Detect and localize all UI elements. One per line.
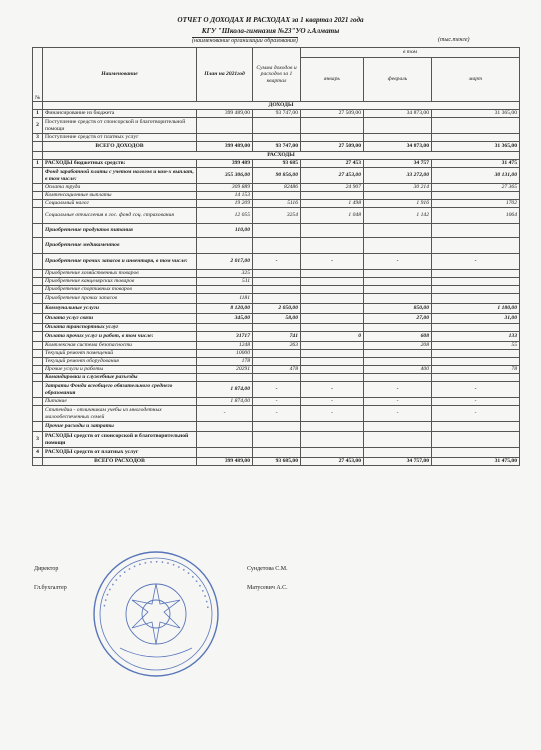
table-row [33,304,520,314]
row-name: Командировки и служебные разъезды [43,374,197,382]
row-sum-value: 90 856,00 [253,168,301,184]
row-sum-value: 478 [253,366,301,374]
row-mar-value [432,134,520,142]
row-sum-value [253,134,301,142]
section-income-label: ДОХОДЫ [43,102,520,110]
row-feb-value: - [364,382,432,398]
col-plan-header: План на 2021год [197,48,253,102]
row-name: Фонд заработной платы с учетом налогов и ком-х выплат, в том числе: [43,168,197,184]
row-mar-value [432,350,520,358]
table-row [33,110,520,118]
row-feb-value [364,224,432,238]
row-number: 4 [33,448,43,458]
svg-text:• • • • • • • • • • • • • • •: • • • • • • • • • • • • • • • • • • • • • • • • • • • [101,558,211,610]
row-plan-value: 511 [197,278,253,286]
row-jan-value [301,448,364,458]
row-mar-value: 1 180,00 [432,304,520,314]
row-name: Социальные отчисления в гос. фонд соц. страхования [43,208,197,224]
table-row [33,432,520,448]
table-row [33,286,520,294]
row-plan-value: 1181 [197,294,253,304]
table-row [33,332,520,342]
row-name: Затраты Фонда всеобщего обязательного среднего образования [43,382,197,398]
row-jan-value [301,350,364,358]
row-number [33,286,43,294]
row-name: ВСЕГО РАСХОДОВ [43,458,197,466]
row-number [33,314,43,324]
row-name: Оплата прочих услуг и работ, в том числе: [43,332,197,342]
row-plan-value: - [197,406,253,422]
row-number [33,254,43,270]
row-jan-value [301,432,364,448]
table-row [33,294,520,304]
row-sum-value [253,192,301,200]
row-sum-value [253,422,301,432]
col-name-header: Наименование [43,48,197,102]
row-mar-value [432,118,520,134]
row-mar-value [432,448,520,458]
row-name: РАСХОДЫ средств от платных услуг [43,448,197,458]
table-row [33,238,520,254]
row-number [33,238,43,254]
row-number [33,294,43,304]
table-row [33,270,520,278]
row-sum-value [253,286,301,294]
col-sum-header: Сумма доходов и расходов за 1 квартал [253,48,301,102]
row-jan-value: 27 453,00 [301,168,364,184]
row-name: РАСХОДЫ средств от спонсорской и благотворительной помощи [43,432,197,448]
table-row [33,192,520,200]
official-seal [90,548,222,680]
table-row [33,324,520,332]
row-plan-value [197,134,253,142]
row-plan-value: 325 [197,270,253,278]
table-row [33,168,520,184]
row-feb-value [364,324,432,332]
table-row [33,382,520,398]
row-plan-value: 1 874,00 [197,398,253,406]
row-mar-value: 78 [432,366,520,374]
row-feb-value [364,374,432,382]
row-sum-value: 5116 [253,200,301,208]
row-feb-value: 30 214 [364,184,432,192]
row-feb-value [364,422,432,432]
row-jan-value: 1 498 [301,200,364,208]
organization-caption: (наименование организации образования) [192,38,298,44]
row-jan-value: 1 048 [301,208,364,224]
col-no-header: № [33,48,43,102]
row-sum-value: - [253,382,301,398]
row-number [33,422,43,432]
row-number: 1 [33,110,43,118]
row-feb-value: 1 142 [364,208,432,224]
row-number: 3 [33,432,43,448]
row-jan-value [301,294,364,304]
row-feb-value: 850,00 [364,304,432,314]
row-mar-value [432,270,520,278]
row-sum-value [253,224,301,238]
row-jan-value [301,304,364,314]
row-name: Приобретение продуктов питания [43,224,197,238]
row-sum-value: 93 685,00 [253,458,301,466]
row-feb-value [364,294,432,304]
row-jan-value: 0 [301,332,364,342]
row-jan-value: - [301,254,364,270]
row-name: Поступление средств от спонсорской и благотворительной помощи [43,118,197,134]
row-name: Приобретение канцелярских товаров [43,278,197,286]
row-feb-value: 400 [364,366,432,374]
row-jan-value: - [301,398,364,406]
row-feb-value: 33 272,00 [364,168,432,184]
col-feb-header: февраль [364,58,432,102]
row-mar-value [432,278,520,286]
row-sum-value: 2 050,00 [253,304,301,314]
row-mar-value: - [432,254,520,270]
row-mar-value [432,422,520,432]
row-jan-value [301,286,364,294]
row-jan-value [301,238,364,254]
row-name: Стипендии - отличникам учебы из многодетных малообеспеченных семей [43,406,197,422]
row-mar-value: 55 [432,342,520,350]
row-feb-value: 1 916 [364,200,432,208]
row-jan-value [301,278,364,286]
row-number: 3 [33,134,43,142]
row-plan-value: 31717 [197,332,253,342]
table-row [33,366,520,374]
accountant-name: Матусевич А.С. [247,585,288,591]
row-mar-value: 30 131,00 [432,168,520,184]
row-feb-value: - [364,254,432,270]
table-row [33,374,520,382]
director-name: Сундетова С.М. [247,566,288,572]
row-jan-value: - [301,382,364,398]
row-name: Питание [43,398,197,406]
row-sum-value [253,270,301,278]
row-name: Коммунальные услуги [43,304,197,314]
row-number [33,366,43,374]
row-jan-value [301,314,364,324]
table-row [33,458,520,466]
row-number [33,342,43,350]
col-jan-header: январь [301,58,364,102]
row-plan-value: 110,00 [197,224,253,238]
row-sum-value: 58,00 [253,314,301,324]
row-feb-value [364,270,432,278]
col-group-header: в том [301,48,520,58]
row-number [33,358,43,366]
row-number [33,192,43,200]
row-sum-value: - [253,406,301,422]
row-mar-value: - [432,398,520,406]
row-sum-value [253,324,301,332]
row-sum-value: 741 [253,332,301,342]
row-number [33,374,43,382]
row-number [33,458,43,466]
row-name: РАСХОДЫ бюджетных средств: [43,160,197,168]
row-plan-value: 309 889 [197,184,253,192]
row-plan-value [197,324,253,332]
row-plan-value: 399 489,00 [197,110,253,118]
row-name: Оплата услуг связи [43,314,197,324]
row-number [33,350,43,358]
row-jan-value [301,342,364,350]
row-plan-value: 1248 [197,342,253,350]
table-row [33,422,520,432]
row-number [33,278,43,286]
row-sum-value: 263 [253,342,301,350]
row-name: Комплексная система безопасности [43,342,197,350]
row-feb-value: - [364,398,432,406]
row-number [33,304,43,314]
row-mar-value: - [432,406,520,422]
row-feb-value [364,192,432,200]
row-sum-value: 93 747,00 [253,142,301,152]
row-jan-value: 24 907 [301,184,364,192]
row-sum-value: - [253,398,301,406]
row-jan-value [301,422,364,432]
row-jan-value [301,374,364,382]
director-label: Директор [34,566,59,572]
row-number [33,332,43,342]
row-number [33,184,43,192]
row-feb-value: - [364,406,432,422]
row-plan-value: 14 153 [197,192,253,200]
row-name: Приобретение хозяйственных товаров [43,270,197,278]
header-row-top [33,48,520,58]
table-row [33,350,520,358]
table-row [33,208,520,224]
row-name: Приобретение прочих запасов [43,294,197,304]
table-row [33,254,520,270]
row-jan-value [301,270,364,278]
row-mar-value: 31 365,00 [432,142,520,152]
accountant-label: Гл.бухгалтер [34,585,67,591]
row-name: Поступление средств от платных услуг [43,134,197,142]
row-plan-value: 8 120,00 [197,304,253,314]
row-sum-value [253,278,301,286]
row-plan-value: 399 489,00 [197,142,253,152]
row-jan-value [301,366,364,374]
row-mar-value [432,324,520,332]
table-row [33,398,520,406]
row-plan-value: 12 055 [197,208,253,224]
row-feb-value [364,432,432,448]
row-jan-value [301,224,364,238]
row-sum-value [253,432,301,448]
table-row [33,142,520,152]
row-number [33,270,43,278]
row-mar-value: 31 365,00 [432,110,520,118]
table-row [33,134,520,142]
row-plan-value: 2 017,00 [197,254,253,270]
row-feb-value: 208 [364,342,432,350]
table-row [33,224,520,238]
row-mar-value [432,432,520,448]
row-plan-value [197,422,253,432]
row-plan-value: 20291 [197,366,253,374]
table-row [33,200,520,208]
row-jan-value: 27 453,00 [301,458,364,466]
row-mar-value: 27 365 [432,184,520,192]
row-sum-value: 93 685 [253,160,301,168]
row-feb-value [364,448,432,458]
row-name: Оплата труда [43,184,197,192]
row-jan-value [301,192,364,200]
row-number: 2 [33,118,43,134]
row-name: Компенсационные выплаты [43,192,197,200]
row-mar-value: 31 475 [432,160,520,168]
row-plan-value [197,118,253,134]
row-jan-value [301,118,364,134]
row-feb-value: 34 873,00 [364,110,432,118]
row-plan-value: 19 209 [197,200,253,208]
row-sum-value: 82486 [253,184,301,192]
row-jan-value [301,358,364,366]
row-sum-value: - [253,254,301,270]
row-number [33,224,43,238]
units-caption: (тыс.тенге) [438,37,470,43]
row-mar-value [432,286,520,294]
row-number: 1 [33,160,43,168]
row-feb-value [364,278,432,286]
row-number [33,382,43,398]
section-expenses-label: РАСХОДЫ [43,152,520,160]
organization-title: КГУ "Школа-гимназия №23"УО г.Алматы [201,27,340,35]
row-plan-value: 345,00 [197,314,253,324]
row-number [33,142,43,152]
row-plan-value [197,374,253,382]
row-sum-value [253,294,301,304]
report-title: ОТЧЕТ О ДОХОДАХ И РАСХОДАХ за 1 квартал 2021 года [177,16,364,24]
row-jan-value: 27 509,00 [301,142,364,152]
row-feb-value [364,238,432,254]
row-sum-value [253,238,301,254]
row-name: Финансирование из бюджета [43,110,197,118]
row-name: Социальный налог [43,200,197,208]
row-sum-value [253,448,301,458]
row-feb-value: 27,00 [364,314,432,324]
row-jan-value [301,324,364,332]
row-feb-value: 34 757 [364,160,432,168]
row-plan-value: 178 [197,358,253,366]
row-mar-value: 1064 [432,208,520,224]
row-number [33,168,43,184]
row-plan-value: 355 306,00 [197,168,253,184]
table-row [33,358,520,366]
row-sum-value [253,358,301,366]
table-row [33,406,520,422]
row-number [33,200,43,208]
row-mar-value: 133 [432,332,520,342]
row-mar-value [432,374,520,382]
row-mar-value [432,238,520,254]
row-feb-value [364,134,432,142]
row-sum-value: 93 747,00 [253,110,301,118]
table-row [33,314,520,324]
row-sum-value [253,350,301,358]
row-mar-value [432,224,520,238]
row-number [33,406,43,422]
row-number [33,208,43,224]
row-mar-value [432,358,520,366]
row-feb-value: 34 757,00 [364,458,432,466]
row-name: Приобретение спортивных товаров [43,286,197,294]
row-name: Текущий ремонт помещений [43,350,197,358]
row-jan-value: 27 509,00 [301,110,364,118]
row-plan-value: 1 874,00 [197,382,253,398]
row-plan-value: 10000 [197,350,253,358]
section-expenses [33,152,520,160]
row-name: Текущий ремонт оборудования [43,358,197,366]
row-sum-value [253,374,301,382]
table-row [33,342,520,350]
row-mar-value: 31 475,00 [432,458,520,466]
row-feb-value: 608 [364,332,432,342]
row-jan-value: 27 453 [301,160,364,168]
row-plan-value: 399 489,00 [197,458,253,466]
row-plan-value [197,432,253,448]
row-name: Приобретение прочих запасов и инвентаря, в том числе: [43,254,197,270]
row-sum-value [253,118,301,134]
row-mar-value: - [432,382,520,398]
row-number [33,398,43,406]
col-mar-header: март [432,58,520,102]
table-row [33,184,520,192]
row-plan-value [197,448,253,458]
row-mar-value: 1702 [432,200,520,208]
row-feb-value: 34 873,00 [364,142,432,152]
row-name: Приобретение медикаментов [43,238,197,254]
table-row [33,160,520,168]
row-name: Оплата транспортных услуг [43,324,197,332]
row-jan-value: - [301,406,364,422]
row-plan-value [197,238,253,254]
row-number [33,324,43,332]
table-row [33,278,520,286]
row-mar-value [432,294,520,304]
table-row [33,118,520,134]
row-plan-value: 399 489 [197,160,253,168]
row-name: Прочие услуги и работы [43,366,197,374]
row-mar-value: 31,00 [432,314,520,324]
row-plan-value [197,286,253,294]
report-table [32,47,520,466]
row-feb-value [364,350,432,358]
row-name: Прочие расходы и затраты [43,422,197,432]
row-name: ВСЕГО ДОХОДОВ [43,142,197,152]
section-income [33,102,520,110]
row-feb-value [364,286,432,294]
row-feb-value [364,358,432,366]
row-sum-value: 3254 [253,208,301,224]
row-feb-value [364,118,432,134]
table-row [33,448,520,458]
row-mar-value [432,192,520,200]
row-jan-value [301,134,364,142]
